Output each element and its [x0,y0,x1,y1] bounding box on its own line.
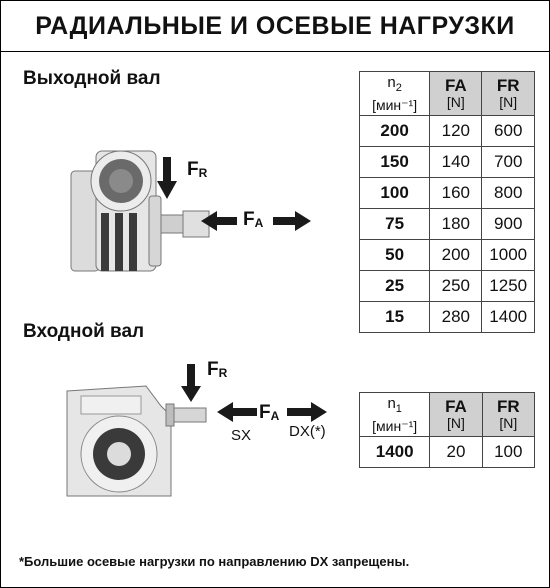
fa-column-header: FA [N] [430,393,482,437]
fr-column-header: FR [N] [482,393,534,437]
output-axial-force-arrow-right [273,211,311,231]
table-row: 50 200 1000 [360,240,535,271]
title-bar [1,1,549,52]
output-radial-force-label: $F_R$ [187,159,208,180]
table-row: 15 280 1400 [360,302,535,333]
table-row: 75 180 900 [360,209,535,240]
page-title: РАДИАЛЬНЫЕ И ОСЕВЫЕ НАГРУЗКИ [35,11,515,40]
table-row: 25 250 1250 [360,271,535,302]
table-row: 1400 20 100 [360,437,535,468]
table-row: 150 140 700 [360,147,535,178]
output-shaft-label: Выходной вал [23,68,161,89]
fa-column-header: FA [N] [430,72,482,116]
input-axial-force-arrow-left [217,402,257,422]
input-radial-force-arrow [181,364,201,402]
input-shaft-label: Входной вал [23,321,145,342]
direction-dx-label: DX(*) [289,423,326,440]
speed-column-header: $n_1$ [мин⁻¹] [360,393,430,437]
output-axial-force-label: $F_A$ [243,209,264,230]
fr-column-header: FR [N] [482,72,535,116]
input-shaft-load-table [359,392,535,468]
speed-column-header: $n_2$ [мин⁻¹] [360,72,430,116]
input-axial-force-label: $F_A$ [259,402,280,423]
footnote: *Большие осевые нагрузки по направлению DX запрещены. [19,554,410,569]
input-axial-force-arrow-right [287,402,327,422]
output-radial-force-arrow [157,157,177,199]
output-shaft-load-table [359,71,535,333]
direction-sx-label: SX [231,427,252,444]
input-radial-force-label: $F_R$ [207,359,228,380]
table-row: 200 120 600 [360,116,535,147]
table-row: 100 160 800 [360,178,535,209]
